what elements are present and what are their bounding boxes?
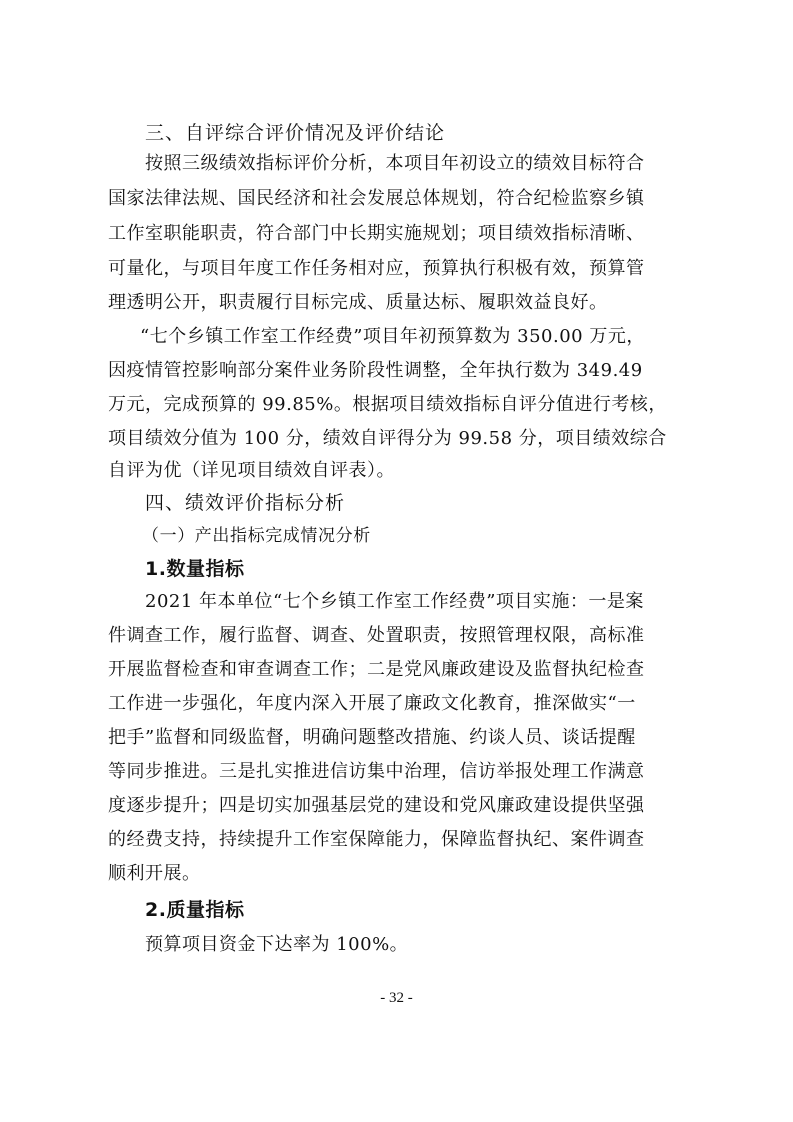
paragraph-line: 按照三级绩效指标评价分析，本项目年初设立的绩效目标符合 bbox=[145, 153, 645, 174]
paragraph-line: 顺利开展。 bbox=[108, 863, 201, 884]
item-title-quality: 2.质量指标 bbox=[145, 899, 245, 921]
paragraph-line: 的经费支持，持续提升工作室保障能力，保障监督执纪、案件调查 bbox=[108, 829, 645, 850]
page-number: - 32 - bbox=[380, 990, 413, 1006]
paragraph-line: 可量化，与项目年度工作任务相对应，预算执行积极有效，预算管 bbox=[108, 258, 645, 279]
paragraph-line: 把手”监督和同级监督，明确问题整改措施、约谈人员、谈话提醒 bbox=[108, 727, 636, 748]
paragraph-line: 因疫情管控影响部分案件业务阶段性调整，全年执行数为 349.49 bbox=[108, 360, 643, 381]
paragraph-line: 万元，完成预算的 99.85%。根据项目绩效指标自评分值进行考核， bbox=[108, 394, 667, 415]
paragraph-line: 开展监督检查和审查调查工作；二是党风廉政建设及监督执纪检查 bbox=[108, 659, 645, 680]
paragraph-line: 工作室职能职责，符合部门中长期实施规划；项目绩效指标清晰、 bbox=[108, 223, 645, 244]
section-heading-3: 三、自评综合评价情况及评价结论 bbox=[145, 122, 446, 144]
paragraph-line: 2021 年本单位“七个乡镇工作室工作经费”项目实施：一是案 bbox=[145, 591, 644, 612]
paragraph-line: 预算项目资金下达率为 100%。 bbox=[145, 934, 409, 955]
subsection-heading: （一）产出指标完成情况分析 bbox=[142, 526, 371, 546]
paragraph-line: 国家法律法规、国民经济和社会发展总体规划，符合纪检监察乡镇 bbox=[108, 188, 645, 209]
paragraph-line: 等同步推进。三是扎实推进信访集中治理，信访举报处理工作满意 bbox=[108, 761, 645, 782]
paragraph-line: 自评为优（详见项目绩效自评表）。 bbox=[108, 460, 395, 481]
paragraph-line: “七个乡镇工作室工作经费”项目年初预算数为 350.00 万元， bbox=[140, 326, 645, 347]
paragraph-line: 工作进一步强化，年度内深入开展了廉政文化教育，推深做实“一 bbox=[108, 693, 636, 714]
paragraph-line: 件调查工作，履行监督、调查、处置职责，按照管理权限，高标准 bbox=[108, 625, 645, 646]
paragraph-line: 理透明公开，职责履行目标完成、质量达标、履职效益良好。 bbox=[108, 292, 608, 313]
paragraph-line: 度逐步提升；四是切实加强基层党的建设和党风廉政建设提供坚强 bbox=[108, 795, 645, 816]
paragraph-line: 项目绩效分值为 100 分，绩效自评得分为 99.58 分，项目绩效综合 bbox=[108, 428, 667, 449]
section-heading-4: 四、绩效评价指标分析 bbox=[145, 492, 346, 514]
item-title-quantity: 1.数量指标 bbox=[145, 558, 245, 580]
